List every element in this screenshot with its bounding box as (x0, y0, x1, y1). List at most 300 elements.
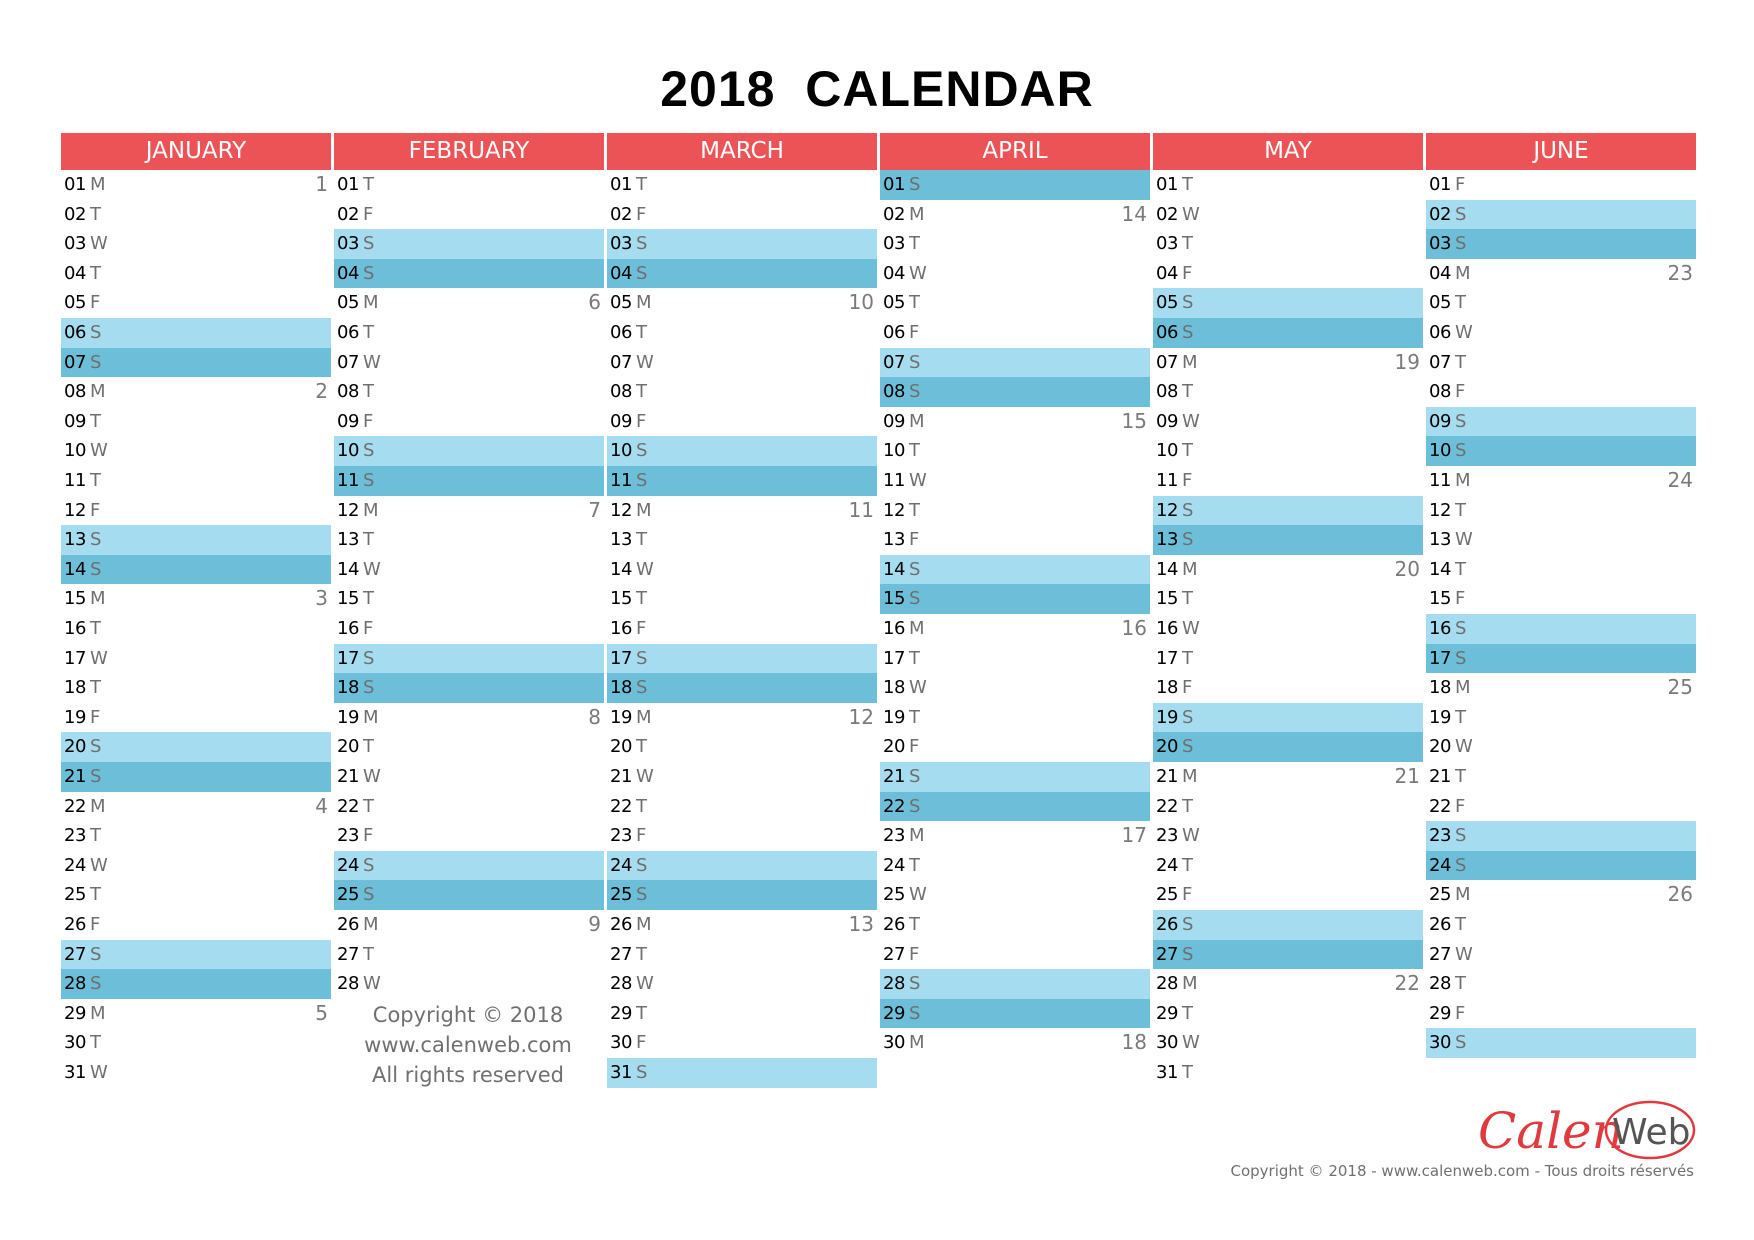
day-number: 19 (1156, 706, 1178, 728)
day-number: 13 (610, 529, 632, 551)
day-number: 09 (610, 410, 632, 432)
weekday-letter: S (909, 558, 921, 580)
day-row (1153, 436, 1423, 466)
day-row (334, 821, 604, 851)
day-number: 15 (883, 588, 905, 610)
day-row (607, 644, 877, 674)
month-header: MAY (1153, 133, 1423, 170)
day-row (1426, 999, 1696, 1029)
weekday-letter: T (636, 795, 647, 817)
day-number: 07 (337, 351, 359, 373)
day-number: 03 (64, 233, 86, 255)
weekday-letter: T (909, 854, 920, 876)
day-row (607, 436, 877, 466)
weekday-letter: T (90, 262, 101, 284)
day-row (1153, 555, 1423, 585)
weekday-letter: S (90, 943, 102, 965)
month-column-january (61, 133, 331, 1083)
week-number: 3 (315, 586, 328, 611)
day-number: 26 (1429, 914, 1451, 935)
day-row (880, 259, 1150, 289)
day-row (61, 880, 331, 910)
day-row (880, 614, 1150, 644)
weekday-letter: T (363, 943, 374, 965)
day-number: 05 (1429, 292, 1451, 314)
weekday-letter: T (1455, 914, 1466, 935)
day-row (1153, 407, 1423, 437)
day-number: 19 (883, 706, 905, 728)
day-row (1426, 584, 1696, 614)
day-row (61, 851, 331, 881)
month-column-february (334, 133, 604, 995)
weekday-letter: S (636, 470, 648, 491)
day-number: 02 (1429, 203, 1451, 225)
week-number: 18 (1121, 1030, 1147, 1055)
weekday-letter: T (1182, 1062, 1193, 1083)
day-row (1426, 703, 1696, 733)
weekday-letter: S (909, 766, 921, 787)
weekday-letter: T (636, 943, 647, 965)
day-number: 06 (1429, 322, 1451, 343)
day-number: 21 (337, 766, 359, 787)
day-number: 27 (883, 943, 905, 965)
day-row (61, 999, 331, 1029)
weekday-letter: S (363, 233, 375, 255)
day-row (1153, 288, 1423, 318)
day-row (61, 1028, 331, 1058)
weekday-letter: T (1182, 381, 1193, 403)
weekday-letter: M (90, 795, 106, 817)
weekday-letter: M (909, 825, 925, 847)
day-number: 18 (883, 677, 905, 699)
weekday-letter: M (363, 292, 379, 314)
day-row (880, 851, 1150, 881)
weekday-letter: M (1455, 677, 1471, 699)
month-header: JANUARY (61, 133, 331, 170)
day-row (334, 940, 604, 970)
weekday-letter: S (1455, 410, 1467, 432)
day-row (880, 910, 1150, 940)
day-row (1153, 525, 1423, 555)
weekday-letter: F (1455, 795, 1466, 817)
day-row (1426, 436, 1696, 466)
weekday-letter: S (1455, 647, 1467, 669)
weekday-letter: S (909, 795, 921, 817)
day-row (61, 732, 331, 762)
day-number: 01 (1429, 174, 1451, 195)
weekday-letter: S (1182, 914, 1194, 935)
weekday-letter: T (90, 618, 101, 639)
day-row (880, 170, 1150, 200)
day-number: 30 (1429, 1032, 1451, 1054)
weekday-letter: W (90, 1062, 108, 1083)
day-row (607, 407, 877, 437)
day-number: 24 (1156, 854, 1178, 876)
day-number: 21 (883, 766, 905, 787)
day-number: 22 (883, 795, 905, 817)
weekday-letter: T (363, 795, 374, 817)
day-number: 08 (337, 381, 359, 403)
day-number: 09 (337, 410, 359, 432)
weekday-letter: T (90, 884, 101, 906)
weekday-letter: T (363, 588, 374, 610)
day-row (61, 910, 331, 940)
day-row (1426, 200, 1696, 230)
day-row (61, 703, 331, 733)
day-row (61, 792, 331, 822)
day-number: 20 (337, 736, 359, 758)
day-row (1153, 910, 1423, 940)
day-row (607, 1028, 877, 1058)
day-row (1426, 644, 1696, 674)
week-number: 12 (848, 704, 874, 729)
day-number: 18 (1429, 677, 1451, 699)
weekday-letter: S (1182, 736, 1194, 758)
weekday-letter: W (1182, 825, 1200, 847)
weekday-letter: M (1182, 558, 1198, 580)
day-row (880, 377, 1150, 407)
day-row (1153, 259, 1423, 289)
weekday-letter: S (1455, 1032, 1467, 1054)
day-number: 17 (883, 647, 905, 669)
day-number: 03 (883, 233, 905, 255)
weekday-letter: T (1455, 292, 1466, 314)
weekday-letter: W (1182, 410, 1200, 432)
day-row (1153, 200, 1423, 230)
weekday-letter: T (1182, 233, 1193, 255)
day-number: 30 (610, 1032, 632, 1054)
day-number: 11 (337, 470, 359, 491)
day-row (1426, 732, 1696, 762)
weekday-letter: T (1182, 1002, 1193, 1024)
day-number: 02 (337, 203, 359, 225)
day-number: 11 (1429, 470, 1451, 491)
day-row (334, 229, 604, 259)
week-number: 20 (1394, 556, 1420, 581)
day-number: 31 (610, 1062, 632, 1083)
day-row (1426, 1028, 1696, 1058)
weekday-letter: F (90, 914, 101, 935)
day-number: 18 (64, 677, 86, 699)
day-number: 07 (64, 351, 86, 373)
day-number: 13 (64, 529, 86, 551)
day-number: 22 (1156, 795, 1178, 817)
weekday-letter: S (636, 233, 648, 255)
day-number: 08 (1429, 381, 1451, 403)
weekday-letter: M (909, 203, 925, 225)
day-number: 05 (1156, 292, 1178, 314)
day-number: 05 (883, 292, 905, 314)
logo-text-web: Web (1612, 1112, 1691, 1153)
day-row (334, 732, 604, 762)
day-number: 29 (64, 1002, 86, 1024)
weekday-letter: W (636, 558, 654, 580)
day-number: 21 (1429, 766, 1451, 787)
day-row (61, 407, 331, 437)
day-row (334, 910, 604, 940)
weekday-letter: F (909, 322, 920, 343)
weekday-letter: T (363, 322, 374, 343)
weekday-letter: W (1182, 618, 1200, 639)
day-number: 19 (64, 706, 86, 728)
day-row (880, 407, 1150, 437)
day-row (61, 821, 331, 851)
day-number: 09 (1156, 410, 1178, 432)
weekday-letter: M (90, 588, 106, 610)
weekday-letter: T (90, 677, 101, 699)
weekday-letter: M (1455, 262, 1471, 284)
day-number: 17 (337, 647, 359, 669)
day-row (607, 377, 877, 407)
day-row (334, 880, 604, 910)
day-row (334, 525, 604, 555)
weekday-letter: F (636, 410, 647, 432)
day-row (880, 584, 1150, 614)
weekday-letter: S (1455, 203, 1467, 225)
day-row (61, 555, 331, 585)
day-row (1426, 969, 1696, 999)
day-number: 18 (337, 677, 359, 699)
day-number: 10 (1429, 440, 1451, 462)
day-row (61, 496, 331, 526)
day-row (880, 525, 1150, 555)
day-number: 14 (64, 558, 86, 580)
weekday-letter: W (1455, 736, 1473, 758)
day-number: 22 (64, 795, 86, 817)
day-number: 16 (610, 618, 632, 639)
weekday-letter: F (909, 529, 920, 551)
day-row (334, 318, 604, 348)
day-row (334, 851, 604, 881)
weekday-letter: T (636, 1002, 647, 1024)
weekday-letter: M (1182, 973, 1198, 995)
weekday-letter: M (363, 706, 379, 728)
weekday-letter: W (909, 262, 927, 284)
day-number: 23 (1156, 825, 1178, 847)
day-number: 28 (1156, 973, 1178, 995)
day-row (334, 170, 604, 200)
day-number: 03 (1156, 233, 1178, 255)
weekday-letter: F (909, 736, 920, 758)
weekday-letter: W (909, 677, 927, 699)
weekday-letter: F (90, 292, 101, 314)
day-number: 24 (64, 854, 86, 876)
day-number: 01 (883, 174, 905, 195)
day-row (607, 555, 877, 585)
day-row (61, 318, 331, 348)
day-row (607, 614, 877, 644)
day-number: 27 (610, 943, 632, 965)
day-number: 23 (1429, 825, 1451, 847)
day-row (607, 496, 877, 526)
weekday-letter: F (1182, 884, 1193, 906)
day-row (880, 496, 1150, 526)
weekday-letter: S (1455, 825, 1467, 847)
day-number: 28 (1429, 973, 1451, 995)
day-number: 05 (610, 292, 632, 314)
day-number: 14 (1156, 558, 1178, 580)
day-row (1153, 348, 1423, 378)
day-number: 22 (337, 795, 359, 817)
day-number: 23 (64, 825, 86, 847)
weekday-letter: M (1182, 766, 1198, 787)
day-number: 07 (1156, 351, 1178, 373)
day-number: 20 (1429, 736, 1451, 758)
weekday-letter: W (363, 766, 381, 787)
weekday-letter: M (636, 292, 652, 314)
day-row (1426, 614, 1696, 644)
day-number: 28 (64, 973, 86, 995)
day-row (607, 525, 877, 555)
weekday-letter: T (909, 499, 920, 521)
weekday-letter: T (1455, 499, 1466, 521)
day-number: 11 (1156, 470, 1178, 491)
day-row (334, 288, 604, 318)
day-row (61, 940, 331, 970)
weekday-letter: F (363, 203, 374, 225)
weekday-letter: W (636, 351, 654, 373)
day-row (607, 466, 877, 496)
day-number: 03 (610, 233, 632, 255)
day-number: 22 (1429, 795, 1451, 817)
day-row (61, 200, 331, 230)
weekday-letter: S (1182, 529, 1194, 551)
day-number: 08 (883, 381, 905, 403)
day-row (880, 762, 1150, 792)
day-row (1426, 821, 1696, 851)
day-row (1426, 910, 1696, 940)
day-number: 20 (1156, 736, 1178, 758)
day-row (1153, 614, 1423, 644)
day-row (880, 703, 1150, 733)
weekday-letter: F (1182, 470, 1193, 491)
weekday-letter: W (1455, 322, 1473, 343)
day-number: 05 (337, 292, 359, 314)
day-number: 29 (1156, 1002, 1178, 1024)
day-number: 20 (64, 736, 86, 758)
day-number: 23 (883, 825, 905, 847)
day-row (1153, 969, 1423, 999)
weekday-letter: F (636, 1032, 647, 1054)
day-row (1153, 762, 1423, 792)
weekday-letter: S (636, 854, 648, 876)
day-row (334, 436, 604, 466)
day-number: 16 (1156, 618, 1178, 639)
day-row (1153, 880, 1423, 910)
footer-copyright: Copyright © 2018 - www.calenweb.com - Tous droits réservés (1230, 1162, 1694, 1180)
week-number: 11 (848, 497, 874, 522)
weekday-letter: F (636, 203, 647, 225)
day-number: 18 (610, 677, 632, 699)
day-number: 08 (610, 381, 632, 403)
weekday-letter: S (1455, 618, 1467, 639)
weekday-letter: T (363, 529, 374, 551)
day-number: 04 (1156, 262, 1178, 284)
weekday-letter: S (1182, 322, 1194, 343)
day-number: 25 (1156, 884, 1178, 906)
week-number: 15 (1121, 408, 1147, 433)
day-row (880, 466, 1150, 496)
day-row (61, 614, 331, 644)
day-number: 25 (1429, 884, 1451, 906)
week-number: 10 (848, 290, 874, 315)
day-row (1153, 821, 1423, 851)
day-row (1153, 496, 1423, 526)
weekday-letter: S (636, 647, 648, 669)
weekday-letter: S (363, 884, 375, 906)
weekday-letter: S (90, 973, 102, 995)
day-number: 12 (337, 499, 359, 521)
week-number: 9 (588, 912, 601, 936)
day-row (1426, 466, 1696, 496)
day-number: 25 (64, 884, 86, 906)
day-number: 03 (1429, 233, 1451, 255)
day-row (334, 584, 604, 614)
day-row (334, 259, 604, 289)
day-number: 04 (64, 262, 86, 284)
day-row (1426, 229, 1696, 259)
day-row (880, 969, 1150, 999)
day-number: 16 (64, 618, 86, 639)
week-number: 13 (848, 912, 874, 936)
week-number: 22 (1394, 971, 1420, 996)
day-number: 11 (64, 470, 86, 491)
day-number: 13 (1429, 529, 1451, 551)
day-row (334, 792, 604, 822)
day-number: 04 (610, 262, 632, 284)
day-row (1153, 940, 1423, 970)
day-row (334, 969, 604, 999)
day-number: 02 (883, 203, 905, 225)
day-number: 24 (883, 854, 905, 876)
day-number: 12 (64, 499, 86, 521)
day-number: 17 (610, 647, 632, 669)
day-row (1426, 762, 1696, 792)
day-number: 24 (337, 854, 359, 876)
week-number: 19 (1394, 349, 1420, 374)
day-number: 28 (883, 973, 905, 995)
day-row (61, 644, 331, 674)
weekday-letter: F (1455, 588, 1466, 610)
day-number: 04 (1429, 262, 1451, 284)
day-row (1153, 1028, 1423, 1058)
day-number: 29 (883, 1002, 905, 1024)
weekday-letter: T (1182, 440, 1193, 462)
day-row (334, 703, 604, 733)
day-row (61, 1058, 331, 1088)
day-row (880, 732, 1150, 762)
day-number: 15 (1156, 588, 1178, 610)
week-number: 6 (588, 290, 601, 315)
day-number: 15 (1429, 588, 1451, 610)
day-number: 06 (1156, 322, 1178, 343)
week-number: 25 (1667, 675, 1693, 700)
week-number: 14 (1121, 201, 1147, 226)
day-row (1426, 259, 1696, 289)
day-row (61, 229, 331, 259)
day-number: 20 (610, 736, 632, 758)
day-row (1426, 851, 1696, 881)
day-row (880, 348, 1150, 378)
day-number: 10 (1156, 440, 1178, 462)
day-number: 02 (64, 203, 86, 225)
day-row (334, 555, 604, 585)
weekday-letter: T (363, 381, 374, 403)
day-row (880, 229, 1150, 259)
weekday-letter: S (363, 470, 375, 491)
day-number: 11 (883, 470, 905, 491)
weekday-letter: T (1182, 854, 1193, 876)
